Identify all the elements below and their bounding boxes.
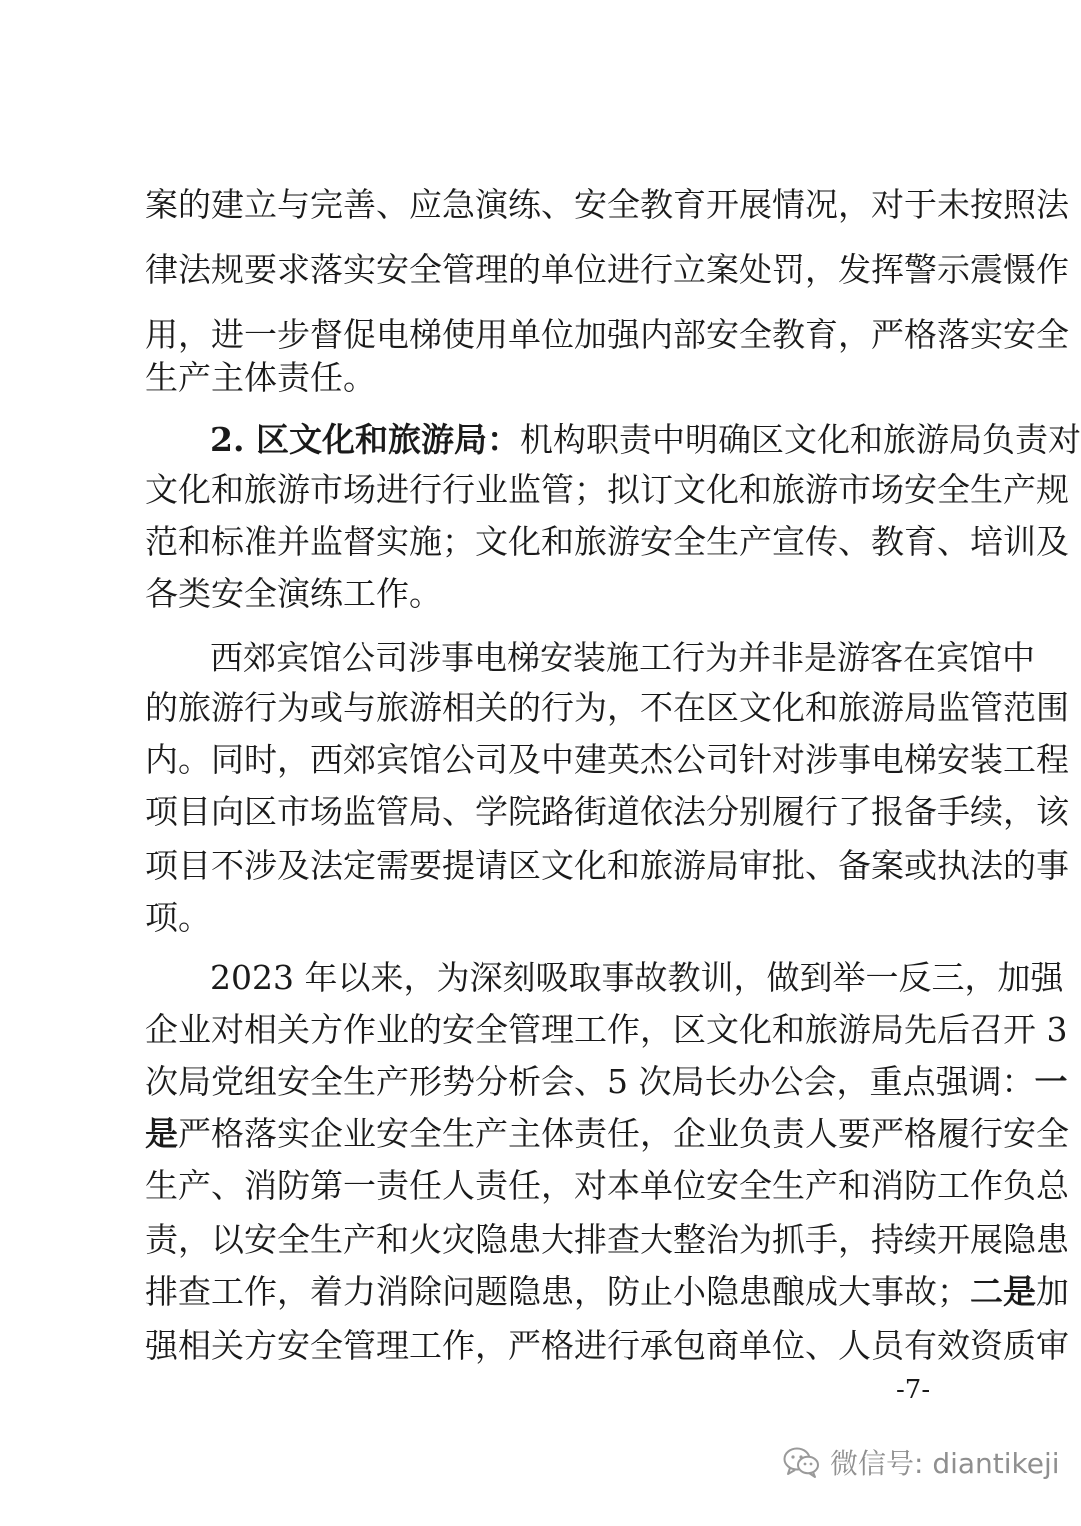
text-line: 西郊宾馆公司涉事电梯安装施工行为并非是游客在宾馆中 [210,638,1035,677]
wechat-icon [782,1445,822,1479]
section-heading: 2. 区文化和旅游局： [210,420,520,459]
text-line: 文化和旅游市场进行行业监管；拟订文化和旅游市场安全生产规 [145,470,1069,509]
page-number: -7- [896,1375,931,1405]
text-span: 机构职责中明确区文化和旅游局负责对 [519,420,1081,459]
text-line [145,1272,1069,1312]
text-line: 强相关方安全管理工作，严格进行承包商单位、人员有效资质审 [145,1326,1069,1365]
text-line [145,1062,1068,1102]
emphasis-1b: 是 [145,1114,178,1153]
emphasis-2: 二是 [970,1272,1036,1311]
text-line: 律法规要求落实安全管理的单位进行立案处罚，发挥警示震慑作 [145,250,1069,289]
text-line: 项目不涉及法定需要提请区文化和旅游局审批、备案或执法的事 [145,846,1069,885]
text-line: 企业对相关方作业的安全管理工作，区文化和旅游局先后召开 3 [145,1010,1068,1049]
wechat-watermark [782,1440,1060,1484]
text-line: 各类安全演练工作。 [145,574,442,613]
text-span: 加 [1036,1272,1069,1311]
text-line: 责，以安全生产和火灾隐患大排查大整治为抓手，持续开展隐患 [145,1220,1069,1259]
text-line: 内。同时，西郊宾馆公司及中建英杰公司针对涉事电梯安装工程 [145,740,1069,779]
text-span: 次局党组安全生产形势分析会、5 次局长办公会，重点强调： [145,1062,1035,1101]
text-line: 的旅游行为或与旅游相关的行为，不在区文化和旅游局监管范围 [145,688,1069,727]
text-line: 2023 年以来，为深刻吸取事故教训，做到举一反三，加强 [210,958,1064,997]
text-line: 范和标准并监督实施；文化和旅游安全生产宣传、教育、培训及 [145,522,1069,561]
paragraph-heading-line [210,420,1081,460]
text-span: 严格落实企业安全生产主体责任，企业负责人要严格履行安全 [178,1114,1069,1153]
text-line: 用，进一步督促电梯使用单位加强内部安全教育，严格落实安全 [145,315,1069,354]
text-line: 项。 [145,898,211,937]
emphasis-1a: 一 [1034,1062,1068,1101]
watermark-text: 微信号: diantikeji [830,1447,1060,1480]
text-line: 项目向区市场监管局、学院路街道依法分别履行了报备手续，该 [145,792,1069,831]
text-line [145,1114,1069,1154]
text-line: 生产主体责任。 [145,358,376,397]
text-span: 排查工作，着力消除问题隐患，防止小隐患酿成大事故； [145,1272,970,1311]
text-line: 案的建立与完善、应急演练、安全教育开展情况，对于未按照法 [145,185,1069,224]
text-line: 生产、消防第一责任人责任，对本单位安全生产和消防工作负总 [145,1166,1069,1205]
